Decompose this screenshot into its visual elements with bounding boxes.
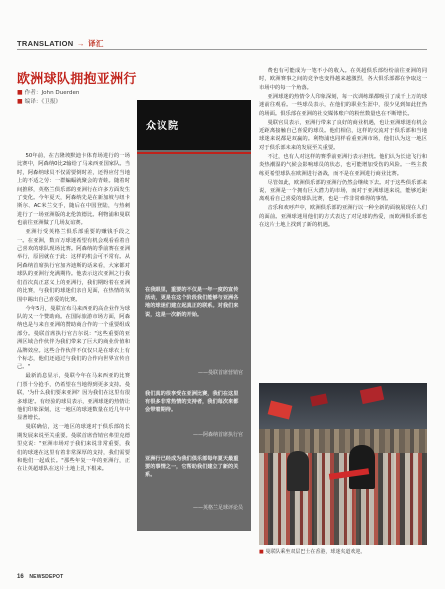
source-text: 编译：《卫报》 xyxy=(24,99,62,105)
paragraph: 今年5月，曼联宣布马来西亚的高企业作为球队的又一个赞助商。在国际旅游市场方面，阿森纳也是与来自亚洲的赞助商合作的一个重要组成部分。曼联首席执行官吉尔说："这些重要的亚洲区域合作伙伴为我们带来了巨大的商业价值和品牌效应。这些合作伙伴不仅仅只是在球衣上有个标志，他们还通过与我们的合作向世界宣传自己。" xyxy=(17,305,130,371)
arrow-icon: → xyxy=(76,39,85,48)
magazine-name: NEWSDEPOT xyxy=(29,574,64,580)
bullet-icon: ■ xyxy=(17,98,23,105)
sidebar-quote: 亚洲行已经成为我们俱乐部每年夏天最重要的事情之一，它帮助我们建立了新的关系。 xyxy=(145,456,239,479)
sidebar-header xyxy=(137,100,251,150)
crowd-foreground xyxy=(259,453,427,545)
crowd-photo xyxy=(259,383,427,545)
paragraph: 最新消息显示，曼联今年在马来西亚的比赛门票十分抢手，仍希望在当地得到更多支持。曼联，'为什么我们要来亚洲？因为我们在这里有很多球迷'。有经验的球员表示，亚洲球迷的热情让他们印象深刻，这一地区的球迷数量在近几年中显著增长。 xyxy=(17,373,130,422)
bullet-icon: ■ xyxy=(17,89,23,96)
quote-attribution: ——阿森纳首席执行官 xyxy=(192,432,243,438)
sidebar-heading: 众议院 xyxy=(146,121,179,132)
quote-attribution: ——曼联首席营销官 xyxy=(197,370,243,376)
sidebar-quote: 在我眼里，重要的不仅是一年一度的宣传活动，更是在这个阶段我们能够与亚洲各地的球迷们建立起真正的联系。对我们来说，这是一次新的开始。 xyxy=(145,287,239,318)
quote-sidebar xyxy=(137,100,251,531)
sidebar-accent-rule xyxy=(137,152,251,154)
bullet-icon: ■ xyxy=(259,549,264,555)
article-author xyxy=(17,88,79,96)
paragraph: 亚洲球迷的热情令人印象深刻，每一次训练课都吸引了成千上万的球迷前往观看。一些球员表示，在他们的职业生涯中，很少见到如此狂热的场面。俱乐部在亚洲的社交媒体账户的粉丝数量也在不断增长。 xyxy=(259,93,427,117)
sidebar-quote: 我们真的很享受在亚洲比赛，我们在这里有很多非常热情的支持者，我们每次来都会带着期待。 xyxy=(145,391,239,414)
section-name-cn: 译汇 xyxy=(88,39,104,48)
paragraph: 亚洲行受英格兰俱乐部重要的赚钱手段之一。在亚洲，数百万球迷希望有机会观看看着自己喜欢的球队现场比赛。阿森纳的季前赛在亚洲举行，原因就在于此：这样的机会可不常有。从阿森纳首席执行官加齐迪斯的话来看，大家都对球队的亚洲行充满期待。他表示这次亚洲之行我们首次真正意义上的亚洲行，我们期盼着在亚洲的比赛，与我们的球迷们亲自见面，在热情的氛围中踢出自己喜爱的比赛。 xyxy=(17,229,130,303)
paragraph: 曼联官员表示，亚洲行带来了良好的商业机遇，也让亚洲球迷有机会近距离接触自己喜爱的球员。他们相信，这样的交流对于俱乐部和当地球迷来说都是双赢的。利物浦也同样看重亚洲市场，他们认为这一地区对于俱乐部未来的发展至关重要。 xyxy=(259,119,427,151)
author-text: 作者：John Duerden xyxy=(24,90,80,96)
left-column xyxy=(17,152,130,474)
paragraph: 50年前，在吉隆坡默迪卡体育场进行的一场比赛中，阿森纳0比2输给了马来西亚国家队。当时，阿森纳球员不仅需要倒时差，还得应付当地上的不适之劳：一群蝙蝠就聚会的青蛙。随着时间推移，英格兰俱乐部的亚洲行在许多方面发生了变化。今年夏天，阿森纳先是在新加坡与纽卡斯尔、AC米兰交手，随后在中国登陆，与热刺进行了一场亚洲版的北伦敦德比。利物浦和曼联也前往亚洲做了几场友谊赛。 xyxy=(17,153,130,227)
paragraph: 曼联确信，这一地区的球迷对于俱乐部的长期发展来说至关重要。曼联首席营销官弗里克德里克说："亚洲市场对于我们来说非常重要，我们的球迷在这里有着非常深厚的支持，我们需要和他们一起成长。"那些年复一年的亚洲行，正在让英超球队在这片土地上扎下根来。 xyxy=(17,424,130,473)
paragraph: 不过，也有人对这样的赛季前亚洲行表示担忧。他们认为长途飞行和炎热潮湿的气候会影响球员的状态，也可能增加受伤的风险。一些主教练更希望球队在欧洲进行备战，而不是在亚洲进行商业比赛。 xyxy=(259,153,427,177)
section-label xyxy=(17,38,104,49)
right-column xyxy=(259,67,427,230)
paragraph: 费也有可能成为一笔不小的收入。在英超俱乐部纷纷前往亚洲的同时，欧洲赛事之间的竞争也变得越来越激烈，各大俱乐部都在争取这一市场中的每一个角落。 xyxy=(259,68,427,91)
page-footer xyxy=(17,574,63,580)
quote-attribution: ——英格兰足球评论员 xyxy=(192,505,243,511)
article-title: 欧洲球队拥抱亚洲行 xyxy=(17,72,137,87)
paragraph: 音乐和欢呼声中，欧洲俱乐部的亚洲行以一种全新的面貌展现在人们的面前。亚洲球迷用他们的方式表达了对足球的热爱，而欧洲俱乐部也在这片土地上找到了新的机遇。 xyxy=(259,205,427,229)
person-silhouette xyxy=(349,445,375,489)
person-silhouette xyxy=(287,451,309,491)
page-number: 16 xyxy=(17,574,24,580)
article-source xyxy=(17,97,61,105)
header-divider xyxy=(17,49,427,50)
photo-caption xyxy=(259,548,365,555)
caption-text: 曼联队乘坐双层巴士在香港，球迷夹道欢迎。 xyxy=(265,549,366,555)
section-name: TRANSLATION xyxy=(17,39,74,48)
paragraph: 尽管如此，欧洲俱乐部的亚洲行仍然会继续下去。对于这些俱乐部来说，亚洲是一个拥有巨大潜力的市场，而对于亚洲球迷来说，能够近距离观看自己喜爱的球队比赛，也是一件非常难得的事情。 xyxy=(259,179,427,203)
